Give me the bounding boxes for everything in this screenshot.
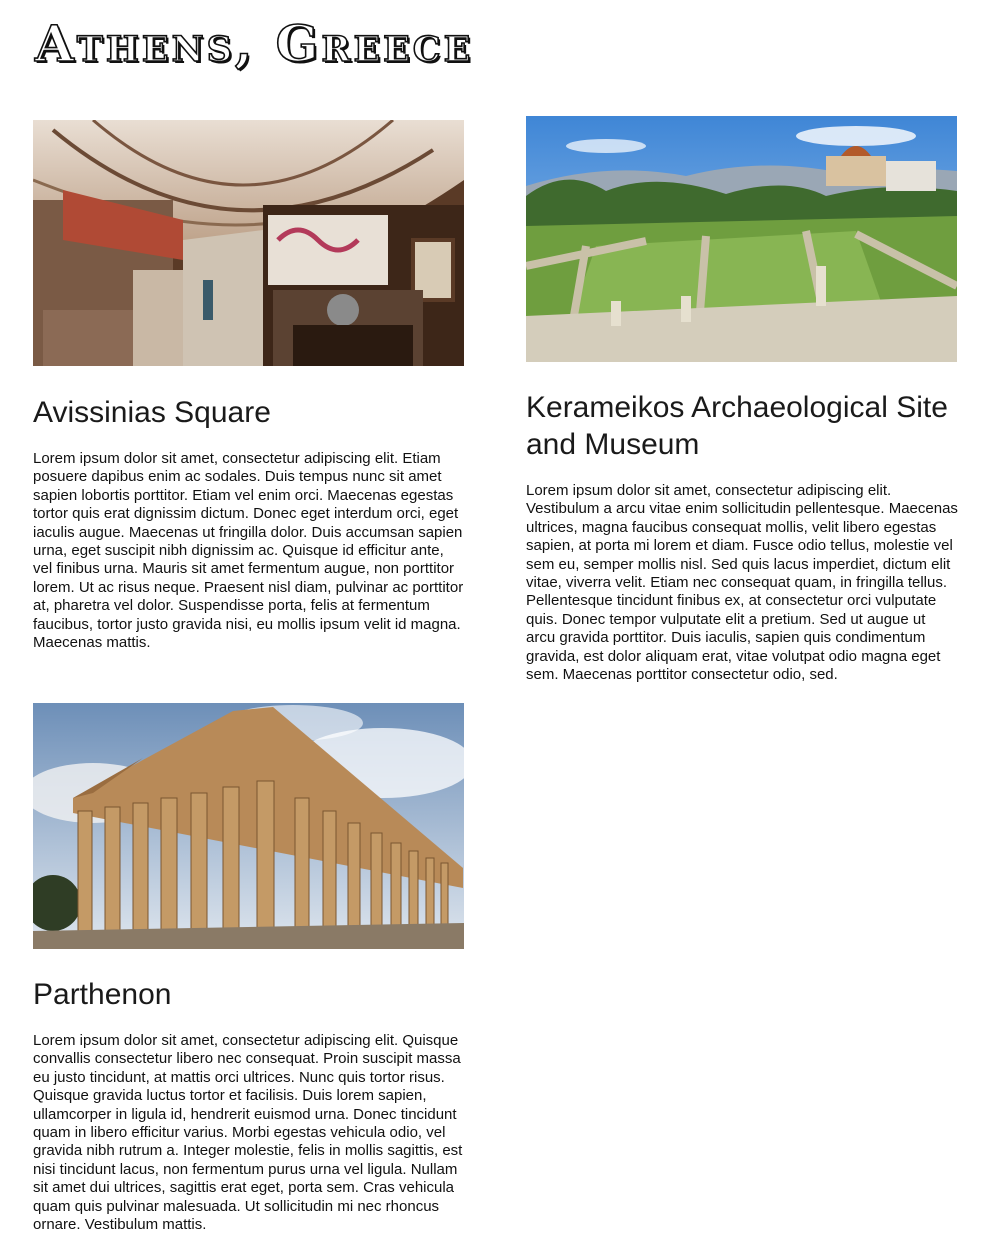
place-title: Kerameikos Archaeological Site and Museum — [526, 391, 948, 461]
place-title: Parthenon — [33, 978, 172, 1011]
parthenon-photo — [33, 703, 464, 949]
place-card-parthenon — [33, 703, 465, 1234]
place-description: Lorem ipsum dolor sit amet, consectetur adipiscing elit. Etiam posuere dapibus enim ac sodales. Duis tempus nunc sit amet sapien lobortis porttitor. Etiam vel enim orci. Maecenas egestas tortor quis erat dignissim dictum. Donec eget interdum orci, eget iaculis augue. Maecenas ut fringilla dolor. Duis accumsan sapien urna, eget suscipit nibh dignissim ac. Quisque id efficitur ante, vel finibus urna. Mauris sit amet fermentum augue, non porttitor lorem. Ut ac risus neque. Praesent nisl diam, pulvinar ac porttitor at, pharetra vel dolor. Suspendisse porta, felis at fermentum faucibus, tortor justo gravida nisi, eu mollis ipsum velit id magna. Maecenas mattis. — [33, 450, 464, 652]
place-card-avissinias — [33, 120, 465, 652]
page-title: Athens, Greece — [35, 14, 474, 73]
place-card-kerameikos — [526, 116, 958, 684]
ruins-photo — [526, 116, 957, 362]
place-title: Avissinias Square — [33, 396, 271, 429]
flea-market-photo — [33, 120, 464, 366]
place-description: Lorem ipsum dolor sit amet, consectetur adipiscing elit. Vestibulum a arcu vitae enim sollicitudin pellentesque. Maecenas ultrices, magna faucibus consequat mollis, velit libero egestas sapien, at porta mi lorem et diam. Fusce odio tellus, molestie vel sem eu, semper mollis nisl. Sed quis lacus imperdiet, dictum elit vitae, viverra velit. Etiam nec consequat quam, in fringilla tellus. Pellentesque tincidunt finibus ex, at consectetur orci vulputate quis. Donec tempor vulputate elit a pretium. Sed ut augue ut arcu gravida porttitor. Duis iaculis, sapien quis condimentum gravida, est dolor aliquam erat, vitae volutpat odio magna eget sem. Maecenas porttitor consectetur odio, sed. — [526, 482, 958, 684]
place-description: Lorem ipsum dolor sit amet, consectetur adipiscing elit. Quisque convallis consectetur libero nec consequat. Proin suscipit massa eu justo tincidunt, at mattis orci ultrices. Nunc quis tortor risus. Quisque gravida luctus tortor et facilisis. Duis lorem sapien, ullamcorper in ligula id, hendrerit euismod urna. Donec tincidunt quam in libero efficitur varius. Morbi egestas vehicula odio, vel gravida nibh rutrum a. Integer molestie, felis in mollis sagittis, est nisi tincidunt lacus, non fermentum purus urna vel ligula. Nullam sit amet dui ultrices, sagittis erat eget, porta sem. Cras vehicula quam quis pulvinar malesuada. Ut sollicitudin mi nec rhoncus ornare. Vestibulum mattis. — [33, 1032, 463, 1234]
